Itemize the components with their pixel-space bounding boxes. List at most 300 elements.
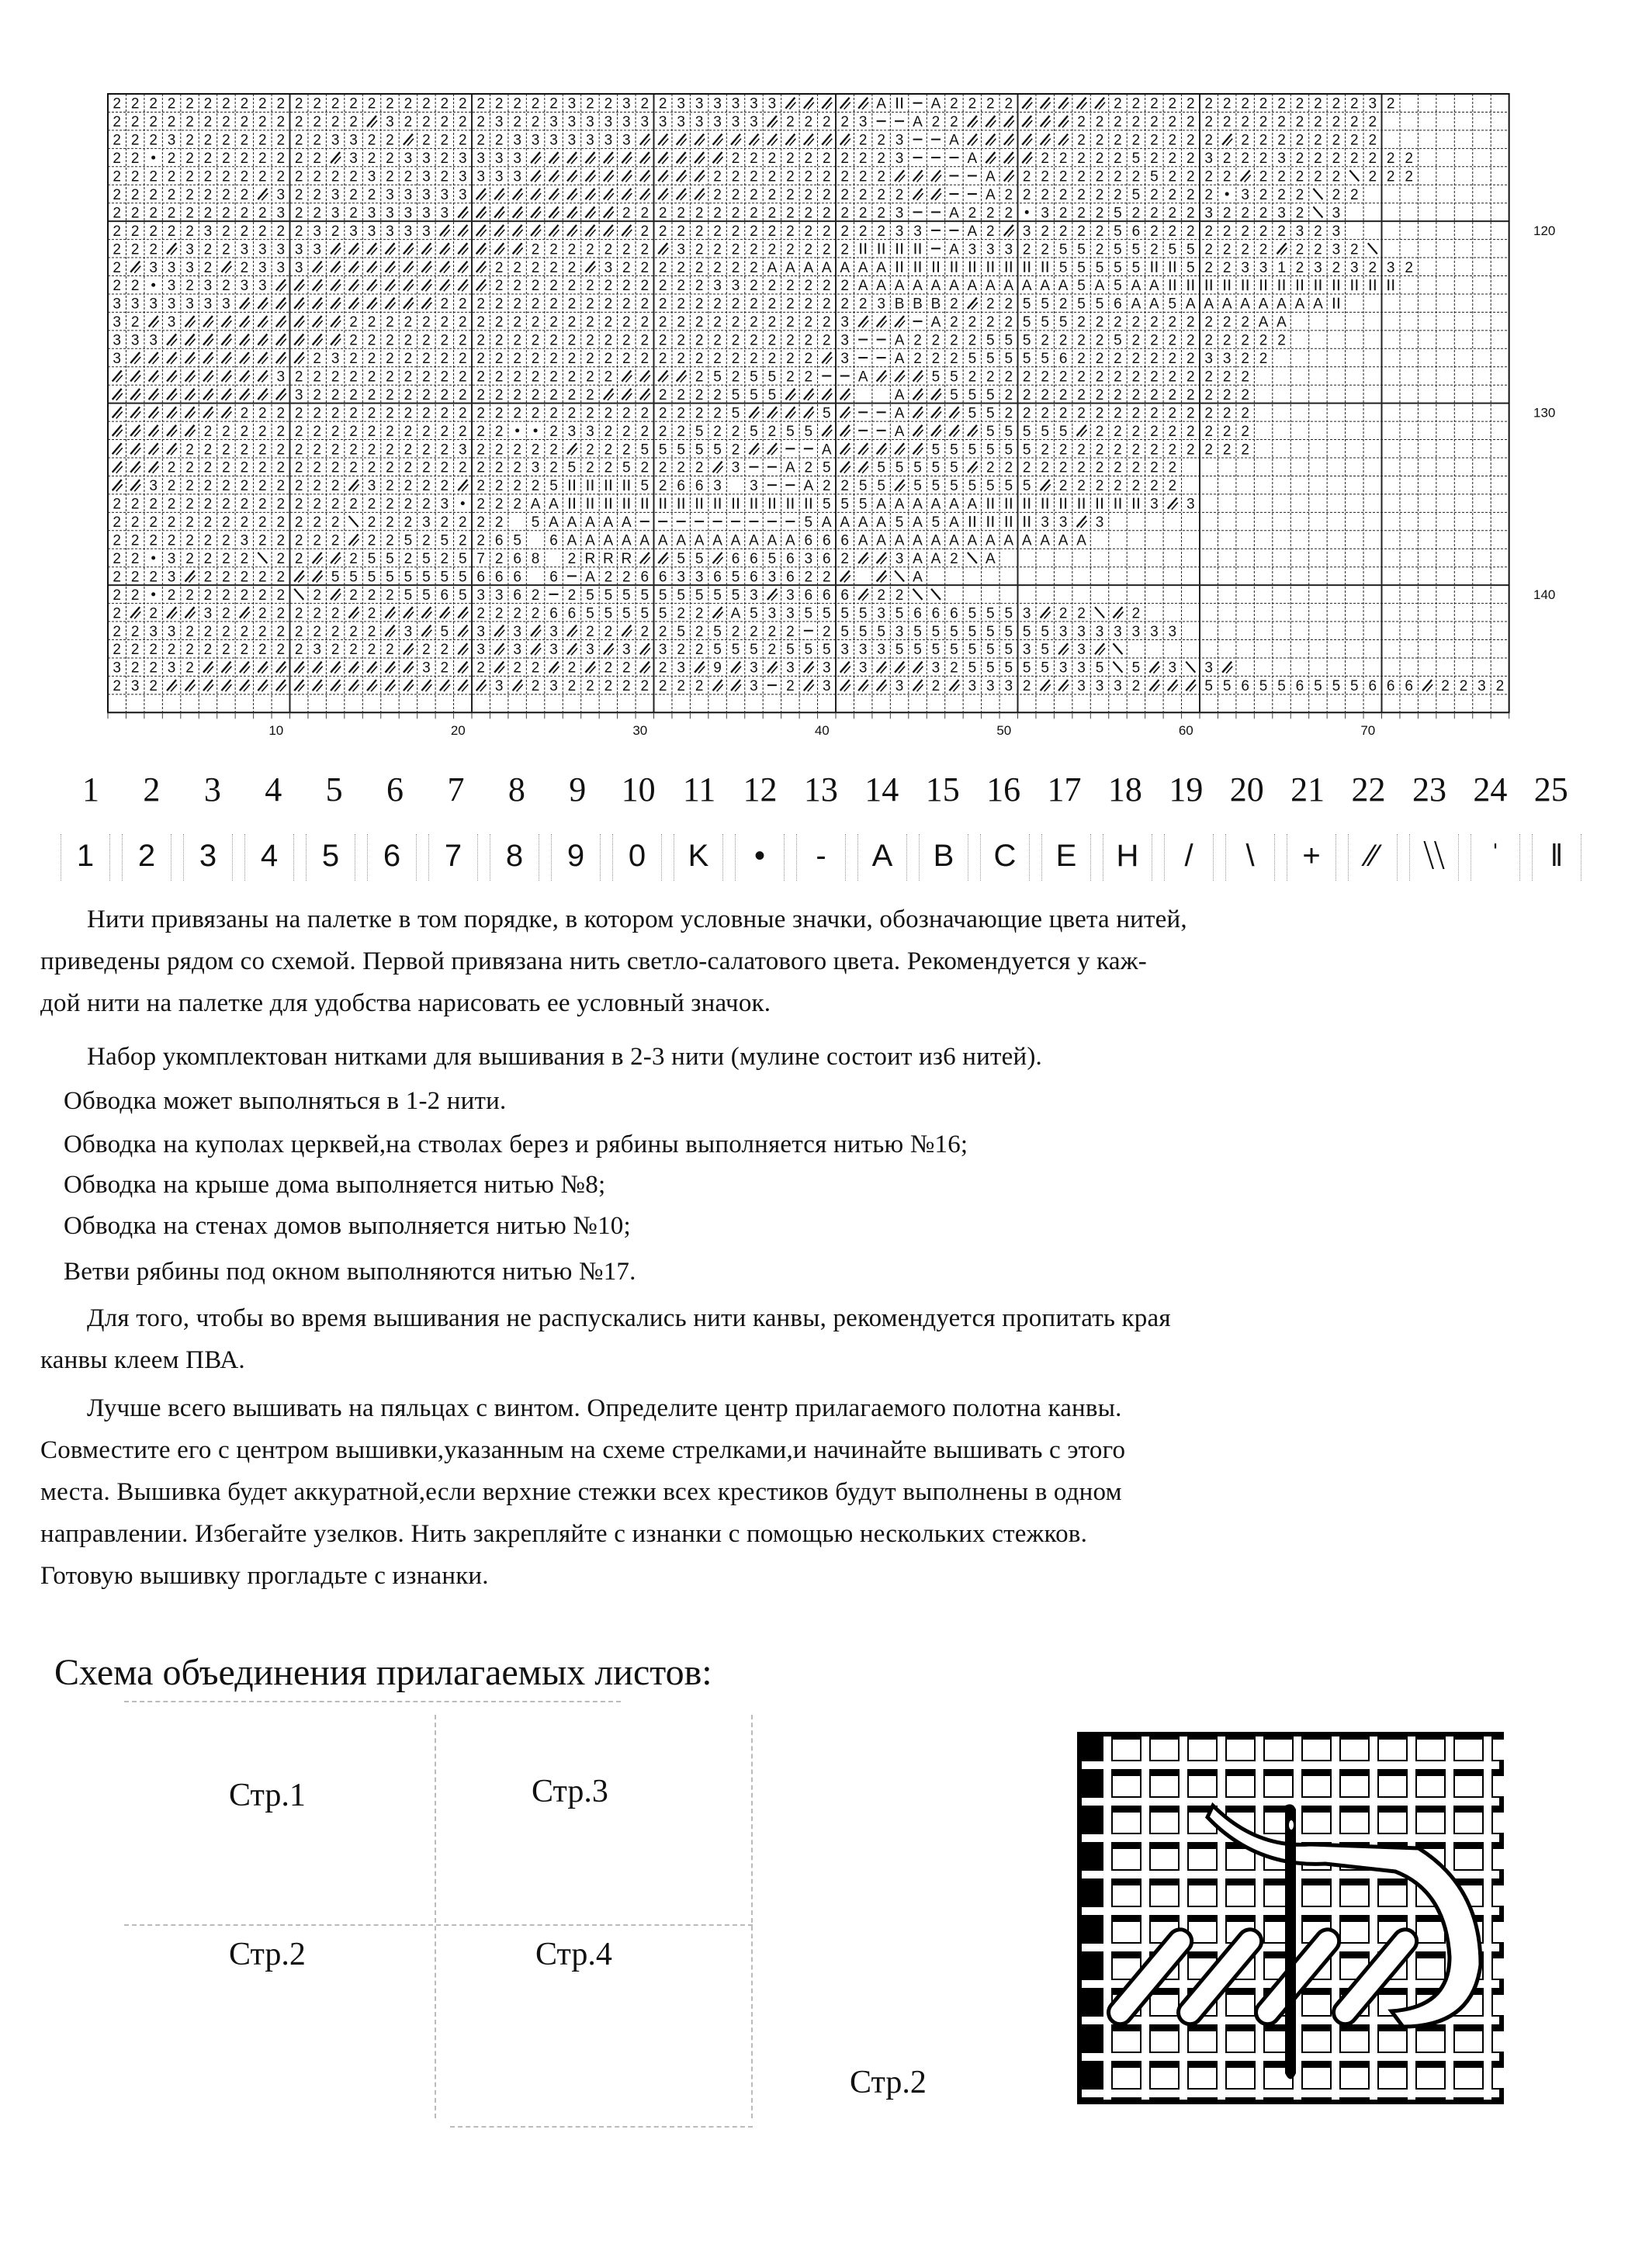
- stitch-symbol: 6: [731, 550, 740, 567]
- stitch-symbol: 2: [968, 314, 977, 331]
- stitch-symbol: 2: [1186, 332, 1195, 349]
- stitch-symbol: 2: [313, 405, 321, 422]
- stitch-symbol: 2: [422, 441, 431, 459]
- thread-symbol: ⁄⁄: [1348, 834, 1398, 881]
- stitch-symbol: 3: [167, 259, 176, 276]
- stitch-symbol: 2: [622, 351, 631, 368]
- stitch-symbol: R: [584, 550, 596, 567]
- stitch-symbol: 2: [276, 405, 286, 422]
- stitch-symbol-slash: [567, 625, 577, 636]
- stitch-symbol: 2: [313, 459, 321, 476]
- stitch-symbol: 3: [968, 678, 977, 695]
- stitch-symbol: 3: [750, 678, 758, 695]
- stitch-symbol: 3: [895, 678, 904, 695]
- stitch-symbol: 2: [1150, 223, 1159, 240]
- stitch-symbol: 3: [258, 241, 267, 258]
- stitch-symbol: 3: [1186, 496, 1195, 513]
- stitch-symbol: 5: [440, 569, 449, 586]
- stitch-symbol: 2: [440, 351, 449, 368]
- stitch-symbol: 2: [549, 423, 558, 440]
- thread-number: 5: [325, 770, 343, 809]
- stitch-symbol: 3: [331, 205, 340, 222]
- stitch-symbol-slash: [804, 134, 813, 145]
- stitch-symbol: 2: [658, 405, 667, 422]
- stitch-symbol: 2: [149, 605, 158, 622]
- stitch-symbol-slash: [349, 480, 359, 490]
- stitch-symbol: 3: [567, 95, 577, 113]
- stitch-symbol-slash: [313, 261, 322, 272]
- stitch-symbol: 2: [950, 95, 958, 113]
- stitch-symbol: 2: [1131, 132, 1141, 149]
- stitch-symbol-slash: [458, 662, 467, 673]
- stitch-symbol: 2: [258, 168, 267, 185]
- stitch-symbol-slash: [313, 279, 322, 290]
- stitch-symbol: 3: [804, 550, 813, 567]
- stitch-symbol: 2: [203, 259, 213, 276]
- stitch-symbol-slash: [585, 189, 594, 199]
- stitch-symbol-slash: [476, 225, 486, 236]
- stitch-symbol: 2: [767, 296, 777, 313]
- stitch-symbol: 3: [1204, 151, 1214, 168]
- stitch-symbol: 2: [840, 223, 850, 240]
- stitch-symbol-dot: [1025, 210, 1029, 214]
- stitch-symbol-slash: [276, 680, 286, 691]
- stitch-symbol: 5: [640, 441, 650, 459]
- stitch-symbol-slash: [604, 389, 613, 400]
- stitch-symbol: 3: [167, 569, 176, 586]
- stitch-symbol-slash: [585, 206, 594, 217]
- stitch-symbol: 5: [731, 386, 740, 403]
- stitch-symbol-slash: [294, 680, 303, 691]
- canvas-thread-horizontal: [1082, 2090, 1499, 2097]
- canvas-hole: [1189, 1776, 1216, 1796]
- stitch-symbol: 5: [1131, 660, 1141, 677]
- stitch-symbol-slash: [877, 570, 886, 581]
- stitch-symbol: 2: [986, 369, 995, 386]
- stitch-symbol: 2: [1314, 168, 1322, 185]
- stitch-symbol: 2: [1241, 423, 1249, 440]
- stitch-symbol: 5: [695, 423, 704, 440]
- stitch-symbol: 2: [1058, 205, 1068, 222]
- stitch-symbol: 2: [1168, 168, 1177, 185]
- stitch-symbol: 2: [950, 660, 958, 677]
- stitch-symbol: 3: [494, 114, 504, 131]
- stitch-symbol: 2: [677, 423, 685, 440]
- stitch-symbol-slash: [349, 535, 359, 545]
- stitch-symbol: 2: [1405, 151, 1413, 168]
- stitch-symbol-slash: [840, 98, 850, 109]
- stitch-symbol: 2: [1131, 405, 1141, 422]
- thread-number: 8: [508, 770, 525, 809]
- stitch-symbol-slash: [785, 98, 795, 109]
- stitch-symbol: 5: [658, 587, 667, 604]
- stitch-symbol: 2: [658, 278, 667, 295]
- stitch-symbol: 2: [549, 259, 558, 276]
- stitch-symbol: 3: [549, 132, 558, 149]
- stitch-symbol: 5: [586, 587, 594, 604]
- stitch-symbol: 2: [294, 205, 303, 222]
- stitch-symbol: 3: [494, 151, 504, 168]
- stitch-symbol: 2: [822, 151, 831, 168]
- stitch-symbol-slash: [130, 480, 140, 490]
- stitch-symbol: 2: [422, 423, 431, 440]
- stitch-symbol: A: [949, 132, 959, 149]
- stitch-symbol-slash: [1058, 134, 1068, 145]
- stitch-symbol: 2: [349, 459, 358, 476]
- stitch-symbol: 2: [567, 259, 577, 276]
- stitch-symbol: A: [1258, 296, 1269, 313]
- stitch-symbol: 2: [313, 186, 321, 203]
- stitch-symbol: 3: [149, 296, 158, 313]
- stitch-symbol-slash: [986, 116, 995, 126]
- stitch-symbol: 2: [622, 259, 631, 276]
- stitch-symbol: 5: [840, 605, 850, 622]
- text-line: Нити привязаны на палетке в том порядке, в котором условные значки, обозначающие цвета нитей,: [87, 905, 1187, 933]
- stitch-symbol: 3: [167, 132, 176, 149]
- stitch-symbol: 2: [440, 550, 449, 567]
- stitch-symbol: 2: [386, 95, 394, 113]
- stitch-symbol: 2: [549, 332, 558, 349]
- stitch-symbol: 2: [822, 168, 831, 185]
- canvas-hole: [1379, 1885, 1406, 1906]
- stitch-symbol-slash: [494, 625, 504, 636]
- stitch-symbol: 2: [494, 423, 504, 440]
- stitch-symbol-slash: [421, 279, 431, 290]
- stitch-symbol: 3: [258, 278, 267, 295]
- stitch-symbol: 2: [840, 478, 850, 495]
- stitch-symbol: 3: [586, 423, 594, 440]
- stitch-symbol: 3: [476, 642, 486, 659]
- stitch-symbol: 2: [494, 478, 504, 495]
- stitch-symbol: 2: [1350, 114, 1359, 131]
- stitch-symbol: 2: [968, 205, 977, 222]
- stitch-symbol-slash: [858, 552, 868, 563]
- stitch-symbol: 2: [549, 386, 558, 403]
- stitch-symbol: 2: [531, 678, 540, 695]
- canvas-thread-vertical: [1180, 1736, 1187, 2100]
- stitch-symbol: 5: [713, 642, 722, 659]
- stitch-symbol: 5: [658, 605, 667, 622]
- stitch-symbol: 2: [1131, 114, 1141, 131]
- stitch-symbol-slash: [494, 189, 504, 199]
- stitch-symbol-slash: [367, 662, 376, 673]
- stitch-symbol: 5: [1041, 423, 1049, 440]
- thread-number: 3: [203, 770, 221, 809]
- stitch-symbol-slash: [203, 370, 213, 381]
- stitch-symbol: 2: [1131, 478, 1141, 495]
- stitch-symbol: 2: [1186, 441, 1195, 459]
- stitch-symbol: 2: [1058, 369, 1068, 386]
- stitch-symbol: 3: [422, 514, 431, 532]
- stitch-symbol: 2: [604, 405, 613, 422]
- stitch-symbol: A: [1058, 278, 1069, 295]
- stitch-symbol: 3: [750, 660, 758, 677]
- stitch-symbol: 2: [677, 678, 685, 695]
- stitch-symbol: 2: [185, 223, 194, 240]
- stitch-symbol: 2: [276, 168, 286, 185]
- stitch-symbol: 2: [1114, 314, 1122, 331]
- stitch-symbol-slash: [658, 134, 667, 145]
- stitch-symbol: 2: [1041, 386, 1049, 403]
- stitch-symbol: 2: [167, 151, 176, 168]
- stitch-symbol-slash: [476, 189, 486, 199]
- stitch-symbol: 3: [986, 678, 995, 695]
- stitch-symbol-slash: [404, 607, 413, 618]
- canvas-thread-vertical: [1408, 1736, 1415, 2100]
- stitch-symbol: 2: [658, 423, 667, 440]
- page-number: Стр.2: [850, 2065, 927, 2100]
- stitch-symbol: 2: [240, 168, 249, 185]
- stitch-symbol: 2: [695, 205, 704, 222]
- stitch-symbol-slash: [513, 243, 522, 254]
- stitch-symbol-slash: [858, 589, 868, 600]
- stitch-symbol: 3: [258, 259, 267, 276]
- stitch-symbol: 2: [513, 441, 521, 459]
- stitch-symbol: 2: [567, 587, 577, 604]
- stitch-symbol: 2: [1168, 405, 1177, 422]
- stitch-symbol: 3: [167, 278, 176, 295]
- stitch-symbol: 2: [422, 405, 431, 422]
- stitch-symbol-slash: [385, 662, 394, 673]
- stitch-symbol: 5: [1204, 678, 1214, 695]
- stitch-symbol: 2: [1277, 223, 1286, 240]
- canvas-hole: [1189, 2031, 1216, 2052]
- stitch-symbol: 2: [640, 241, 650, 258]
- stitch-symbol: 3: [567, 423, 577, 440]
- stitch-symbol-slash: [677, 152, 686, 163]
- stitch-symbol: 2: [167, 168, 176, 185]
- stitch-symbol: 3: [895, 205, 904, 222]
- stitch-symbol: 5: [1095, 660, 1104, 677]
- canvas-hole: [1227, 1885, 1254, 1906]
- stitch-symbol: 2: [149, 569, 158, 586]
- stitch-symbol: 5: [404, 569, 413, 586]
- stitch-symbol: 2: [1186, 205, 1195, 222]
- stitch-symbol: 2: [1150, 186, 1159, 203]
- stitch-symbol: 2: [1095, 351, 1104, 368]
- thread-number: 15: [925, 770, 960, 809]
- stitch-symbol: 2: [695, 369, 704, 386]
- stitch-symbol: 3: [513, 623, 521, 640]
- stitch-symbol-slash: [167, 352, 176, 363]
- stitch-symbol-slash: [276, 316, 286, 327]
- stitch-symbol: 2: [331, 496, 340, 513]
- stitch-symbol: 2: [640, 623, 650, 640]
- stitch-symbol: 2: [276, 605, 286, 622]
- stitch-symbol: 2: [185, 642, 194, 659]
- stitch-symbol: 3: [331, 186, 340, 203]
- stitch-symbol: 2: [494, 132, 504, 149]
- stitch-symbol-dot: [151, 556, 155, 559]
- stitch-symbol: 2: [767, 168, 777, 185]
- stitch-symbol: 2: [1150, 351, 1159, 368]
- stitch-symbol: 6: [750, 550, 758, 567]
- stitch-symbol: 2: [1095, 241, 1104, 258]
- stitch-symbol-slash: [822, 352, 831, 363]
- stitch-symbol: 2: [258, 605, 267, 622]
- stitch-symbol: 2: [440, 660, 449, 677]
- stitch-symbol-slash: [549, 206, 559, 217]
- stitch-symbol: A: [1313, 296, 1323, 313]
- stitch-symbol: 2: [1204, 259, 1214, 276]
- canvas-hole: [1493, 1740, 1504, 1760]
- stitch-symbol: A: [857, 532, 868, 549]
- stitch-symbol: 3: [750, 114, 758, 131]
- stitch-symbol: 2: [713, 296, 722, 313]
- stitch-symbol: 6: [840, 532, 850, 549]
- stitch-symbol: 5: [931, 478, 941, 495]
- stitch-symbol-slash: [567, 225, 577, 236]
- stitch-symbol: 2: [1095, 386, 1104, 403]
- stitch-symbol: 2: [822, 478, 831, 495]
- stitch-symbol-slash: [658, 370, 667, 381]
- stitch-symbol: 3: [913, 223, 922, 240]
- stitch-symbol: 2: [258, 205, 267, 222]
- thread-number: 12: [743, 770, 778, 809]
- canvas-hole: [1417, 1813, 1444, 1833]
- stitch-symbol-slash: [877, 552, 886, 563]
- stitch-symbol: 2: [440, 314, 449, 331]
- stitch-symbol: 2: [604, 95, 613, 113]
- stitch-symbol: 5: [1222, 678, 1232, 695]
- stitch-symbol: 2: [294, 605, 303, 622]
- stitch-symbol-slash: [404, 643, 413, 654]
- stitch-symbol: 2: [149, 241, 158, 258]
- stitch-symbol: 3: [622, 114, 631, 131]
- stitch-symbol: 2: [750, 623, 758, 640]
- stitch-symbol: 2: [586, 386, 594, 403]
- stitch-symbol-slash: [986, 134, 995, 145]
- stitch-symbol: 2: [130, 314, 140, 331]
- stitch-symbol: 3: [713, 278, 722, 295]
- stitch-symbol: 2: [1222, 386, 1232, 403]
- stitch-symbol: 2: [513, 369, 521, 386]
- stitch-symbol-slash: [840, 680, 850, 691]
- thread-number: 13: [803, 770, 838, 809]
- stitch-symbol: 2: [222, 95, 230, 113]
- stitch-symbol: 2: [113, 151, 122, 168]
- stitch-symbol-backslash: [258, 552, 267, 563]
- stitch-symbol: 2: [713, 186, 722, 203]
- stitch-symbol: A: [894, 332, 905, 349]
- stitch-symbol: 6: [549, 569, 558, 586]
- stitch-symbol: 2: [604, 623, 613, 640]
- stitch-symbol: 2: [1131, 423, 1141, 440]
- stitch-symbol: A: [1040, 278, 1051, 295]
- stitch-symbol: 2: [113, 132, 122, 149]
- stitch-symbol: 2: [349, 642, 358, 659]
- stitch-symbol-slash: [367, 243, 376, 254]
- stitch-symbol: 2: [804, 332, 813, 349]
- stitch-symbol: 2: [1131, 314, 1141, 331]
- stitch-symbol-dot: [1225, 192, 1229, 196]
- stitch-symbol-slash: [331, 552, 340, 563]
- stitch-symbol: 2: [130, 550, 140, 567]
- stitch-symbol-slash: [858, 680, 868, 691]
- stitch-symbol: 2: [367, 459, 376, 476]
- stitch-symbol: 2: [604, 678, 613, 695]
- stitch-symbol: 2: [1114, 168, 1122, 185]
- stitch-symbol: 2: [1058, 332, 1068, 349]
- stitch-symbol: 2: [331, 478, 340, 495]
- stitch-symbol: 2: [1114, 423, 1122, 440]
- stitch-symbol: 2: [1259, 186, 1268, 203]
- thread-symbol: C: [980, 834, 1030, 881]
- stitch-symbol: 2: [1332, 151, 1341, 168]
- stitch-symbol: 5: [968, 478, 977, 495]
- stitch-symbol: 2: [440, 386, 449, 403]
- stitch-symbol-slash: [240, 680, 249, 691]
- stitch-symbol: 5: [968, 441, 977, 459]
- stitch-symbol: 2: [640, 205, 650, 222]
- text-line: Для того, чтобы во время вышивания не распускались нити канвы, рекомендуется пропитать края: [87, 1304, 1171, 1332]
- stitch-symbol-slash: [931, 425, 941, 436]
- stitch-symbol: 2: [531, 259, 540, 276]
- stitch-symbol: 2: [1405, 259, 1413, 276]
- stitch-symbol: 5: [1041, 351, 1049, 368]
- stitch-symbol-slash: [240, 352, 249, 363]
- stitch-symbol: 2: [1186, 405, 1195, 422]
- stitch-symbol-slash: [604, 225, 613, 236]
- stitch-symbol: 3: [149, 332, 158, 349]
- stitch-symbol: A: [1294, 296, 1305, 313]
- stitch-symbol: 6: [677, 478, 685, 495]
- stitch-symbol-slash: [767, 662, 777, 673]
- text-line: Совместите его с центром вышивки,указанным на схеме стрелками,и начинайте вышивать с этого: [40, 1436, 1126, 1464]
- stitch-symbol: 2: [986, 459, 995, 476]
- stitch-symbol-slash: [731, 680, 740, 691]
- stitch-symbol-slash: [349, 607, 359, 618]
- stitch-symbol: 2: [931, 678, 941, 695]
- stitch-symbol: 2: [658, 95, 667, 113]
- stitch-symbol-slash: [113, 480, 122, 490]
- stitch-symbol: 2: [440, 114, 449, 131]
- thread-number: 22: [1351, 770, 1386, 809]
- stitch-symbol: 2: [294, 459, 303, 476]
- stitch-symbol: 2: [458, 532, 467, 549]
- stitch-symbol-slash: [1058, 98, 1068, 109]
- stitch-symbol: 5: [767, 386, 777, 403]
- stitch-symbol: A: [949, 241, 959, 258]
- stitch-symbol: 3: [1277, 151, 1286, 168]
- stitch-symbol: 2: [1295, 205, 1304, 222]
- stitch-symbol: 5: [404, 587, 413, 604]
- stitch-symbol: 2: [1295, 168, 1304, 185]
- stitch-symbol-slash: [331, 316, 340, 327]
- stitch-symbol: 3: [386, 114, 394, 131]
- stitch-symbol: 3: [130, 296, 140, 313]
- stitch-symbol: 2: [695, 405, 704, 422]
- stitch-symbol: 2: [549, 369, 558, 386]
- stitch-symbol-slash: [804, 680, 813, 691]
- stitch-symbol-slash: [294, 279, 303, 290]
- stitch-symbol: 2: [1095, 114, 1104, 131]
- stitch-symbol: 2: [731, 351, 740, 368]
- stitch-symbol: 2: [240, 223, 249, 240]
- stitch-symbol: 2: [513, 605, 521, 622]
- stitch-symbol-slash: [1186, 680, 1195, 691]
- stitch-symbol: 2: [731, 314, 740, 331]
- stitch-symbol: 2: [986, 296, 995, 313]
- stitch-symbol: 6: [494, 569, 504, 586]
- stitch-symbol: 2: [1095, 459, 1104, 476]
- stitch-symbol: 2: [240, 569, 249, 586]
- stitch-symbol: 2: [1114, 132, 1122, 149]
- stitch-symbol-slash: [968, 425, 977, 436]
- stitch-symbol-slash: [458, 261, 467, 272]
- stitch-symbol-backslash: [913, 589, 923, 600]
- stitch-symbol: 3: [1058, 660, 1068, 677]
